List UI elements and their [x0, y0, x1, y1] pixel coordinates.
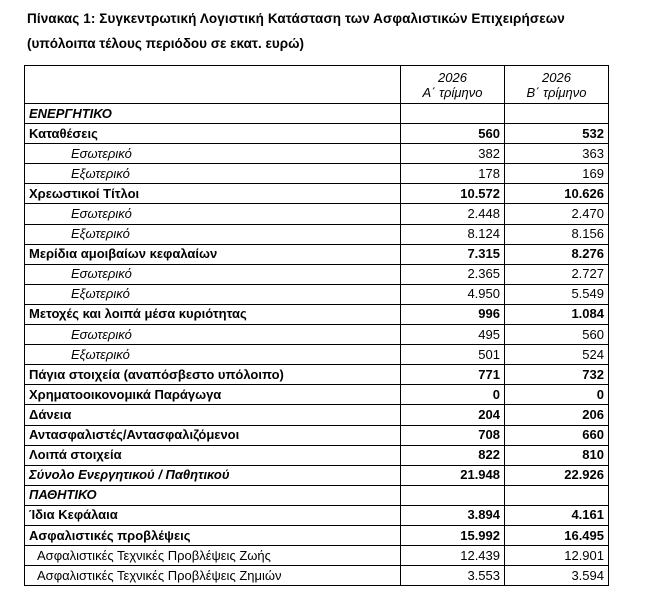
table-row [25, 304, 609, 324]
table-row [25, 144, 609, 164]
value-q2: 16.495 [505, 525, 609, 545]
table-row [25, 284, 609, 304]
row-label: Εσωτερικό [25, 264, 401, 284]
row-label: Μερίδια αμοιβαίων κεφαλαίων [25, 244, 401, 264]
table-row [25, 505, 609, 525]
value-q1: 501 [401, 345, 505, 365]
value-q2: 2.727 [505, 264, 609, 284]
value-q2: 12.901 [505, 546, 609, 566]
table-row [25, 164, 609, 184]
value-q2: 660 [505, 425, 609, 445]
value-q1: 495 [401, 325, 505, 345]
value-q1: 4.950 [401, 284, 505, 304]
column-header-year: 2026 [542, 69, 571, 85]
value-q2: 8.276 [505, 244, 609, 264]
table-row [25, 566, 609, 586]
table-row [25, 264, 609, 284]
header-blank-cell [25, 66, 401, 104]
value-q2: 0 [505, 385, 609, 405]
table-title: Πίνακας 1: Συγκεντρωτική Λογιστική Κατάσταση των Ασφαλιστικών Επιχειρήσεων [27, 11, 565, 26]
value-q2: 810 [505, 445, 609, 465]
row-label: Εξωτερικό [25, 345, 401, 365]
value-q2: 8.156 [505, 224, 609, 244]
row-label: Εξωτερικό [25, 164, 401, 184]
value-q2: 5.549 [505, 284, 609, 304]
value-q1: 0 [401, 385, 505, 405]
value-q2 [505, 485, 609, 505]
table-row [25, 405, 609, 425]
header-row [25, 66, 609, 104]
row-label: Αντασφαλιστές/Αντασφαλιζόμενοι [25, 425, 401, 445]
row-label: Εξωτερικό [25, 224, 401, 244]
row-label: Πάγια στοιχεία (αναπόσβεστο υπόλοιπο) [25, 365, 401, 385]
row-label: Λοιπά στοιχεία [25, 445, 401, 465]
value-q1: 3.553 [401, 566, 505, 586]
value-q2: 1.084 [505, 304, 609, 324]
value-q2 [505, 104, 609, 124]
value-q2: 169 [505, 164, 609, 184]
value-q1: 2.448 [401, 204, 505, 224]
value-q1: 822 [401, 445, 505, 465]
row-label: Ασφαλιστικές Τεχνικές Προβλέψεις Ζημιών [25, 566, 401, 586]
balance-sheet-table [24, 65, 609, 586]
value-q1: 382 [401, 144, 505, 164]
row-label: ΕΝΕΡΓΗΤΙΚΟ [25, 104, 401, 124]
value-q1: 7.315 [401, 244, 505, 264]
row-label: Καταθέσεις [25, 124, 401, 144]
value-q2: 10.626 [505, 184, 609, 204]
value-q1: 10.572 [401, 184, 505, 204]
value-q1: 12.439 [401, 546, 505, 566]
value-q1: 3.894 [401, 505, 505, 525]
row-label: Εσωτερικό [25, 144, 401, 164]
row-label: Σύνολο Ενεργητικού / Παθητικού [25, 465, 401, 485]
column-header-q1 [401, 66, 505, 104]
value-q1: 2.365 [401, 264, 505, 284]
value-q2: 560 [505, 325, 609, 345]
value-q2: 524 [505, 345, 609, 365]
column-header-quarter: Β΄ τρίμηνο [526, 84, 587, 100]
row-label: Χρεωστικοί Τίτλοι [25, 184, 401, 204]
table-row [25, 525, 609, 545]
value-q2: 4.161 [505, 505, 609, 525]
table-row [25, 445, 609, 465]
value-q2: 363 [505, 144, 609, 164]
value-q2: 732 [505, 365, 609, 385]
row-label: Ασφαλιστικές Τεχνικές Προβλέψεις Ζωής [25, 546, 401, 566]
table-row [25, 184, 609, 204]
value-q1: 178 [401, 164, 505, 184]
column-header-q2 [505, 66, 609, 104]
table-row [25, 345, 609, 365]
row-label: Εσωτερικό [25, 325, 401, 345]
value-q1: 996 [401, 304, 505, 324]
table-row [25, 325, 609, 345]
row-label: ΠΑΘΗΤΙΚΟ [25, 485, 401, 505]
value-q2: 2.470 [505, 204, 609, 224]
row-label: Ασφαλιστικές προβλέψεις [25, 525, 401, 545]
value-q1: 204 [401, 405, 505, 425]
value-q2: 532 [505, 124, 609, 144]
value-q1: 21.948 [401, 465, 505, 485]
table-row [25, 425, 609, 445]
value-q2: 206 [505, 405, 609, 425]
table-row [25, 485, 609, 505]
value-q1 [401, 485, 505, 505]
row-label: Δάνεια [25, 405, 401, 425]
table-row [25, 124, 609, 144]
value-q2: 22.926 [505, 465, 609, 485]
row-label: Ίδια Κεφάλαια [25, 505, 401, 525]
value-q1: 708 [401, 425, 505, 445]
table-row [25, 465, 609, 485]
table-row [25, 365, 609, 385]
table-row [25, 546, 609, 566]
value-q2: 3.594 [505, 566, 609, 586]
value-q1 [401, 104, 505, 124]
table-row [25, 204, 609, 224]
value-q1: 771 [401, 365, 505, 385]
table-row [25, 224, 609, 244]
row-label: Εσωτερικό [25, 204, 401, 224]
table-row [25, 104, 609, 124]
value-q1: 560 [401, 124, 505, 144]
value-q1: 15.992 [401, 525, 505, 545]
row-label: Χρηματοοικονομικά Παράγωγα [25, 385, 401, 405]
table-row [25, 385, 609, 405]
row-label: Εξωτερικό [25, 284, 401, 304]
row-label: Μετοχές και λοιπά μέσα κυριότητας [25, 304, 401, 324]
column-header-year: 2026 [438, 69, 467, 85]
table-row [25, 244, 609, 264]
value-q1: 8.124 [401, 224, 505, 244]
table-subtitle: (υπόλοιπα τέλους περιόδου σε εκατ. ευρώ) [27, 36, 304, 51]
column-header-quarter: Α΄ τρίμηνο [422, 84, 483, 100]
